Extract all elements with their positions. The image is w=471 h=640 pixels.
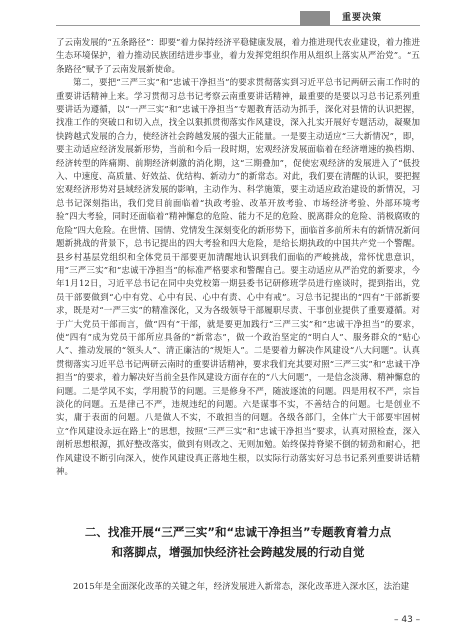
section-heading-line-2: 和落脚点，增强加快经济社会跨越发展的行动自觉: [111, 545, 365, 559]
header-decoration-block: [300, 11, 330, 26]
section-heading-line-1: 二、找准开展“三严三实”和“忠诚干净担当”专题教育着力点: [84, 525, 392, 539]
running-header: 重要决策: [342, 13, 383, 23]
page-number: – 43 –: [394, 615, 421, 625]
paragraph-closing: 2015年是全面深化改革的关键之年，经济发展进入新常态，深化改革进入深水区，法治建: [73, 582, 410, 592]
paragraph-second-point: 第二，要把“三严三实”和“忠诚干净担当”的要求贯彻落实到习近平总书记两研云南工作时的重要讲话精神上来。学习贯彻习总书记考察云南重要讲话精神，最重要的是要以习总书记系列重要讲话为遵循，以“一严三实”和“忠诚干净担当”专题教育活动为抓手，深化对县情的认识把握，找准工作的突破口和切入点，找全以狠抓贯彻落实作风建设，深入扎实开展好专题活动，凝聚加快跨越式发展的合力，使经济社会跨越发展的强大正能量。一是要主动适应“三大新情况”，即，要主动适应经济发展新形势，当前和今后一段时期，宏观经济发展面临着在经济增速的换档期、经济转型的阵痛期、前期经济刺激的消化期，这“三期叠加”，促使宏观经济的发展进入了“低投入、中速度、高质量、好效益、优结构、新动力”的新常态。对此，我们要在清醒的认识，要把握宏观经济形势对县域经济发展的影响，主动作为、科学施策，要主动适应政治建设的新情况，习总书记深刻指出，我们党目前面临着“执政考验、改革开放考验、市场经济考验、外部环境考验”四大考验，同时还面临着“精神懈怠的危险、能力不足的危险、脱离群众的危险、消极腐败的危险”四大危险。在世情、国情、党情发生深刻变化的新形势下，面临首多前所未有的新情况新问题新挑战的背景下，总书记提出的四大考验和四大危险，是给长期执政的中国共产党一个警醒。县乡村基层党组织和全体党员干部要更加清醒地认识到我们面临的严峻挑战，常怀忧患意识，用“三严三实”和“忠诚干净担当”的标准严格要求和警醒自己。要主动适应从严治党的新要求，今年1月12日，习近平总书记在同中央党校第一期县委书记研修班学员进行座谈时，提到指出，党员干部要做到“心中有党、心中有民、心中有责、心中有戒”。习总书记提出的“四有”干部新要求，既是对“一严三实”的精准深化，又为各级领导干部履职尽责、干事创业提供了重要遵循。对于广大党员干部而言，做“四有”干部，就是要更加践行“三严三实”和“忠诚干净担当”的要求，使“四有”成为党员干部所应具备的“新常态”，做一个政治坚定的“明白人”、服务群众的“贴心人”、推动发展的“领头人”、清正廉洁的“规矩人”。二是要着力解决作风建设“八大问题”。认真贯彻落实习近平总书记两研云南时的重要讲话精神，要求我们充其要对照“三严三实”和“忠诚干净担当”的要求，着力解决好当前全县作风建设方面存在的“八大问题”，一是信念淡薄、精神懈怠的问题。二是学风不实，学用脱节的问题。三是修身不严，随波逐流的问题。四是用权不严，宗旨淡化的问题。五是律己不严，违规违纪的问题。六是谋事不实，不善结合的问题。七是创业不实，庸于表面的问题。八是做人不实，不敢担当的问题。各级各部门，全体广大干部要牢固树立“作风建设永远在路上”的思想，按照“三严三实”和“忠诚干净担当”要求，认真对照检查，深入剖析思想根源，抓好整改落实，做到有则改之、无则加勉。始终保持脊梁不倒的韧劲和耐心，把作风建设不断引向深入，使作风建设真正落地生根，以实际行动落实好习总书记系列重要讲话精神。: [56, 78, 420, 477]
paragraph-continued: 了云南发展的“五条路径”：即要“着力保持经济平稳健康发展，着力推进现代农业建设，着力推进生态环境保护，着力推动民族团结进步事业，着力发挥党组织作用从组织上落实从严治党”。“五条路径”赋予了云南发展新使命。: [56, 38, 420, 75]
section-heading: [56, 522, 420, 562]
body-text: [56, 37, 420, 479]
